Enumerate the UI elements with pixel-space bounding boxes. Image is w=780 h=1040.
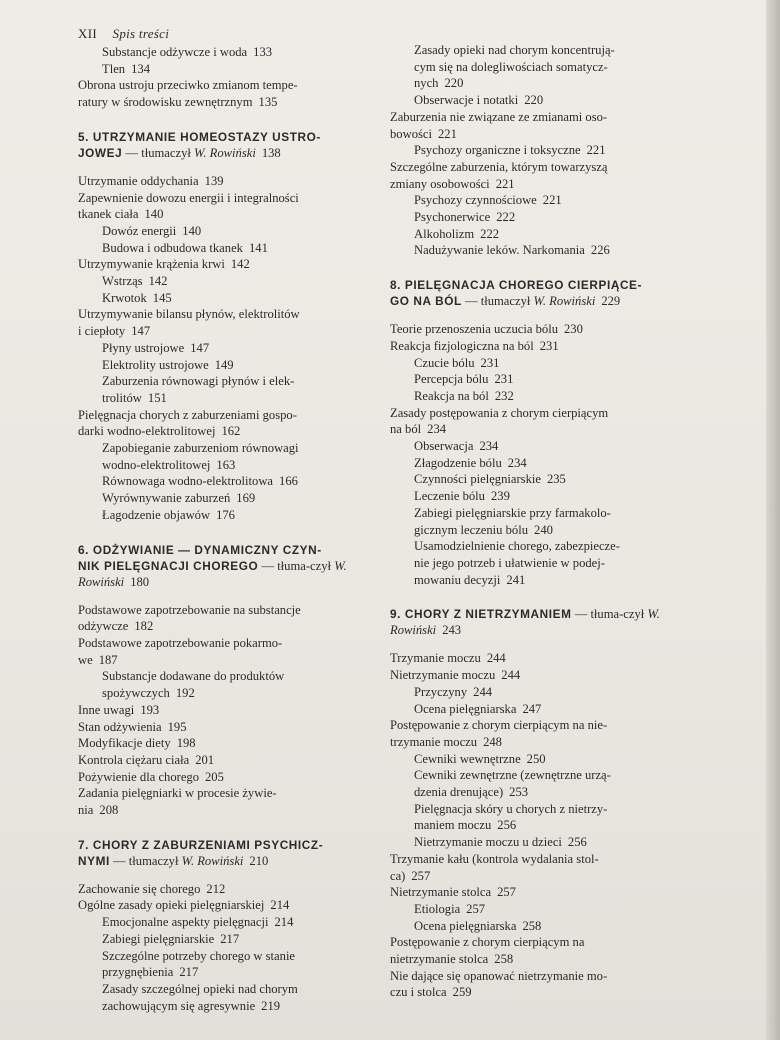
page-ref: 149 [214, 357, 234, 372]
toc-entry [390, 242, 695, 259]
toc-entry-text: Stan odżywienia [78, 719, 162, 734]
toc-entry [390, 42, 695, 92]
toc-entry [390, 767, 695, 800]
toc-entry-text: Substancje dodawane do produktów [102, 669, 285, 684]
toc-entry [390, 321, 695, 338]
chapter-title-line: GO NA BÓL [390, 294, 462, 309]
toc-entry-text: Modyfikacje diety [78, 736, 171, 751]
toc-entry-text: wodno-elektrolitowej [102, 457, 211, 472]
toc-entry [390, 159, 695, 192]
toc-entry-text: Reakcja na ból [414, 388, 489, 403]
toc-entry-text: Postępowanie z chorym cierpiącym na [390, 935, 585, 950]
page-ref: 212 [206, 881, 226, 896]
toc-entry [390, 388, 695, 405]
toc-entry [390, 109, 695, 142]
page-ref: 201 [195, 752, 215, 767]
chapter-title-line: 6. ODŻYWIANIE — DYNAMICZNY CZYN- [78, 542, 322, 557]
page-ref: 221 [437, 126, 457, 141]
toc-entry-text: Emocjonalne aspekty pielęgnacji [102, 915, 269, 930]
page-edge [766, 0, 780, 1040]
toc-entry [390, 934, 695, 967]
page-ref: 195 [167, 719, 187, 734]
toc-entry-text: Alkoholizm [414, 226, 475, 241]
page-ref: 217 [220, 931, 240, 946]
page-ref: 248 [483, 734, 502, 749]
toc-entry [78, 223, 378, 240]
chapter-title-line: 5. UTRZYMANIE HOMEOSTAZY USTRO- [78, 129, 321, 144]
toc-entry-text: Nadużywanie leków. Narkomania [414, 243, 585, 258]
page-ref: 247 [522, 701, 542, 716]
page-ref: 235 [546, 472, 566, 487]
page-ref: 145 [152, 290, 172, 305]
page-ref: 221 [586, 143, 606, 158]
toc-entry [78, 190, 378, 223]
toc-entry-text: Substancje odżywcze i woda [102, 45, 248, 59]
toc-entry [78, 897, 378, 914]
page-ref: 257 [466, 901, 486, 916]
chapter-heading [390, 606, 695, 638]
toc-entry [390, 488, 695, 505]
page-ref: 226 [590, 243, 610, 258]
toc-entry-text: Nietrzymanie moczu u dzieci [414, 835, 562, 850]
page-ref: 142 [230, 257, 250, 272]
toc-entry-text: Wstrząs [102, 274, 143, 289]
toc-entry [390, 884, 695, 901]
page-ref: 176 [216, 507, 235, 522]
toc-entry-text: Zasady opieki nad chorym koncentrują- [414, 43, 615, 57]
toc-entry [78, 668, 378, 701]
toc-entry [78, 44, 378, 61]
running-header [78, 26, 169, 42]
page-ref: 162 [221, 424, 241, 439]
toc-entry-text: zmiany osobowości [390, 176, 490, 191]
chapter-heading [78, 837, 378, 869]
page-ref: 240 [534, 522, 553, 537]
toc-entry-text: Pożywienie dla chorego [78, 769, 199, 784]
toc-entry [78, 440, 378, 473]
toc-entry [390, 834, 695, 851]
toc-entry-text: spożywczych [102, 686, 170, 701]
toc-entry [78, 602, 378, 635]
toc-entry [390, 338, 695, 355]
toc-entry [78, 240, 378, 257]
toc-entry [78, 61, 378, 78]
toc-entry-text: i ciepłoty [78, 324, 126, 339]
toc-entry-text: darki wodno-elektrolitowej [78, 424, 216, 439]
toc-entry-text: trzymanie moczu [390, 734, 478, 749]
toc-entry-text: Łagodzenie objawów [102, 507, 211, 522]
chapter-title-line: JOWEJ [78, 145, 123, 160]
page-ref: 234 [427, 422, 447, 437]
toc-entry-text: Utrzymywanie bilansu płynów, elektrolitów [78, 307, 300, 322]
page-ref: 138 [261, 145, 281, 160]
page-ref: 222 [480, 226, 500, 241]
toc-entry [390, 192, 695, 209]
toc-entry-text: Nietrzymanie moczu [390, 668, 496, 683]
toc-entry-text: Złagodzenie bólu [414, 455, 502, 470]
toc-entry [390, 538, 695, 588]
page-ref: 198 [176, 736, 196, 751]
page-ref: 214 [270, 898, 290, 913]
toc-entry [390, 405, 695, 438]
page-ref: 139 [204, 173, 224, 188]
toc-entry-text: ca) [390, 868, 406, 883]
toc-entry-text: Psychozy czynnościowe [414, 193, 537, 208]
toc-entry-text: nia [78, 803, 94, 818]
toc-entry-text: Szczególne zaburzenia, którym towarzyszą [390, 159, 608, 174]
page-ref: 234 [479, 439, 499, 454]
translator-name: W. Rowiński [78, 558, 347, 589]
page-ref: 217 [179, 965, 199, 980]
page-ref: 222 [496, 210, 516, 225]
page-ref: 244 [486, 651, 506, 666]
page-ref: 208 [99, 803, 119, 818]
toc-entry [390, 918, 695, 935]
toc-entry [390, 717, 695, 750]
chapter-title-line: 8. PIELĘGNACJA CHOREGO CIERPIĄCE- [390, 278, 643, 293]
toc-entry-text: Zasady szczególnej opieki nad chorym [102, 981, 298, 996]
toc-entry-text: Przyczyny [414, 684, 468, 699]
translator-name: W. Rowiński [533, 294, 596, 309]
toc-entry-text: Utrzymanie oddychania [78, 173, 199, 188]
toc-entry-text: zachowującym się agresywnie [102, 998, 256, 1013]
toc-entry-text: Cewniki wewnętrzne [414, 751, 521, 766]
toc-entry-text: Zasady postępowania z chorym cierpiącym [390, 405, 609, 420]
toc-entry-text: nie jego potrzeb i ułatwienie w podej- [414, 555, 605, 570]
page-ref: 221 [495, 176, 515, 191]
toc-entry-text: Podstawowe zapotrzebowanie pokarmo- [78, 635, 283, 650]
page-ref: 166 [279, 474, 298, 489]
page-ref: 232 [494, 388, 514, 403]
page-ref: 234 [507, 455, 527, 470]
toc-entry-text: Obserwacja [414, 439, 474, 454]
toc-entry [390, 438, 695, 455]
toc-entry-text: we [78, 652, 93, 667]
toc-entry [390, 209, 695, 226]
page-ref: 250 [526, 751, 546, 766]
toc-entry-text: Obrona ustroju przeciwko zmianom tempe- [78, 78, 298, 93]
toc-entry-text: Postępowanie z chorym cierpiącym na nie- [390, 718, 608, 733]
toc-entry-text: Elektrolity ustrojowe [102, 357, 209, 372]
toc-entry-text: Ocena pielęgniarska [414, 918, 517, 933]
toc-entry-text: Psychonerwice [414, 210, 491, 225]
toc-entry [78, 769, 378, 786]
toc-entry-text: trolitów [102, 390, 142, 405]
page-ref: 257 [411, 868, 431, 883]
toc-entry [390, 355, 695, 372]
toc-entry [78, 931, 378, 948]
toc-entry-text: Inne uwagi [78, 702, 135, 717]
toc-entry-text: Teorie przenoszenia uczucia bólu [390, 322, 558, 337]
page-ref: 163 [216, 457, 236, 472]
page-ref: 256 [567, 835, 587, 850]
toc-entry-text: maniem moczu [414, 818, 492, 833]
toc-entry [78, 290, 378, 307]
toc-entry [390, 505, 695, 538]
toc-entry-text: Trzymanie kału (kontrola wydalania stol- [390, 851, 599, 866]
toc-entry [78, 490, 378, 507]
toc-entry-text: Zaburzenia równowagi płynów i elek- [102, 374, 295, 389]
page-ref: 239 [490, 489, 510, 504]
toc-entry-text: cym się na dolegliwościach somatycz- [414, 59, 608, 74]
toc-entry [390, 901, 695, 918]
toc-right-column [390, 42, 695, 1001]
toc-entry [390, 968, 695, 1001]
chapter-title-line: 7. CHORY Z ZABURZENIAMI PSYCHICZ- [78, 837, 324, 852]
toc-entry [78, 914, 378, 931]
page-number: XII [78, 26, 97, 41]
toc-entry [78, 273, 378, 290]
toc-entry-text: Ogólne zasady opieki pielęgniarskiej [78, 898, 265, 913]
page-ref: 214 [274, 915, 294, 930]
toc-entry-text: nych [414, 76, 439, 91]
toc-entry [78, 473, 378, 490]
toc-entry [78, 77, 378, 110]
toc-entry [78, 735, 378, 752]
toc-entry-text: mowaniu decyzji [414, 572, 501, 587]
page-ref: 205 [205, 769, 224, 784]
toc-entry [78, 881, 378, 898]
translator-label: — tłumaczył [122, 145, 195, 160]
toc-entry [390, 650, 695, 667]
page-ref: 244 [501, 668, 521, 683]
toc-entry-text: Zaburzenia nie związane ze zmianami oso- [390, 109, 608, 124]
toc-entry [78, 981, 378, 1014]
page-ref: 258 [522, 918, 542, 933]
page-ref: 231 [494, 372, 514, 387]
page-ref: 187 [98, 652, 118, 667]
translator-name: W. Rowiński [194, 145, 256, 160]
page-ref: 141 [248, 240, 268, 255]
toc-entry-text: Dowóz energii [102, 223, 177, 238]
toc-entry-text: Obserwacje i notatki [414, 93, 519, 108]
toc-entry [390, 455, 695, 472]
toc-entry-text: Etiologia [414, 901, 461, 916]
page-ref: 220 [444, 76, 464, 91]
page-ref: 256 [497, 818, 517, 833]
toc-entry [78, 635, 378, 668]
toc-entry [78, 948, 378, 981]
chapter-title-line: 9. CHORY Z NIETRZYMANIEM [390, 607, 572, 622]
toc-entry-text: Zachowanie się chorego [78, 881, 201, 896]
toc-left-column [78, 44, 378, 1014]
toc-entry [390, 701, 695, 718]
toc-entry-text: dzenia drenujące) [414, 785, 504, 800]
toc-entry [78, 256, 378, 273]
toc-entry [78, 702, 378, 719]
page-ref: 182 [134, 619, 154, 634]
page-ref: 230 [564, 322, 583, 337]
toc-entry [390, 801, 695, 834]
page-ref: 221 [542, 193, 562, 208]
page-ref: 192 [175, 686, 195, 701]
toc-entry-text: Równowaga wodno-elektrolitowa [102, 474, 274, 489]
toc-entry-text: Nietrzymanie stolca [390, 885, 492, 900]
toc-entry-text: Płyny ustrojowe [102, 340, 185, 355]
toc-entry-text: Usamodzielnienie chorego, zabezpiecze- [414, 539, 620, 554]
page-ref: 257 [497, 885, 516, 900]
toc-entry-text: Cewniki zewnętrzne (zewnętrzne urzą- [414, 768, 611, 783]
page-ref: 180 [130, 574, 150, 589]
toc-entry [390, 471, 695, 488]
translator-label: — tłuma-czył [258, 558, 335, 573]
toc-entry [78, 173, 378, 190]
page-ref: 231 [480, 355, 500, 370]
toc-entry-text: Tlen [102, 61, 126, 76]
translator-name: W. Rowiński [181, 853, 244, 868]
toc-entry [78, 785, 378, 818]
page-ref: 140 [144, 207, 164, 222]
toc-entry-text: Zabiegi pielęgniarskie [102, 931, 215, 946]
toc-entry [78, 340, 378, 357]
page-ref: 133 [253, 45, 273, 59]
toc-entry-text: Psychozy organiczne i toksyczne [414, 143, 581, 158]
toc-entry [78, 357, 378, 374]
toc-entry [78, 507, 378, 524]
toc-entry-text: gicznym leczeniu bólu [414, 522, 529, 537]
page-ref: 135 [258, 95, 278, 110]
toc-entry-text: Utrzymywanie krążenia krwi [78, 257, 225, 272]
toc-entry-text: Szczególne potrzeby chorego w stanie [102, 948, 296, 963]
header-title: Spis treści [112, 26, 170, 41]
toc-entry [390, 142, 695, 159]
page-ref: 231 [539, 338, 559, 353]
toc-entry-text: Trzymanie moczu [390, 651, 481, 666]
translator-name: W. Rowiński [390, 607, 660, 638]
page-ref: 147 [190, 340, 210, 355]
page-ref: 241 [506, 572, 526, 587]
toc-entry-text: Pielęgnacja chorych z zaburzeniami gospo- [78, 407, 297, 422]
toc-entry [390, 684, 695, 701]
page-ref: 219 [261, 998, 281, 1013]
page-ref: 134 [131, 61, 150, 76]
toc-entry-text: Czynności pielęgniarskie [414, 472, 541, 487]
toc-entry-text: Wyrównywanie zaburzeń [102, 491, 231, 506]
page-ref: 243 [442, 623, 462, 638]
toc-entry-text: Nie dające się opanować nietrzymanie mo- [390, 968, 608, 983]
toc-entry [78, 373, 378, 406]
toc-entry [390, 371, 695, 388]
page-ref: 142 [148, 274, 168, 289]
toc-entry-text: Pielęgnacja skóry u chorych z nietrzy- [414, 801, 608, 816]
toc-entry [78, 752, 378, 769]
toc-entry-text: Ocena pielęgniarska [414, 701, 517, 716]
toc-entry-text: Percepcja bólu [414, 372, 489, 387]
toc-entry-text: czu i stolca [390, 985, 447, 1000]
toc-entry-text: Budowa i odbudowa tkanek [102, 240, 243, 255]
toc-entry [78, 306, 378, 339]
toc-entry-text: Reakcja fizjologiczna na ból [390, 338, 534, 353]
page-ref: 253 [509, 785, 529, 800]
page-ref: 140 [182, 223, 202, 238]
toc-entry-text: przygnębienia [102, 965, 174, 980]
chapter-heading [78, 542, 378, 590]
toc-entry [78, 407, 378, 440]
page-ref: 229 [601, 294, 621, 309]
toc-entry [390, 667, 695, 684]
toc-entry-text: Zapewnienie dowozu energii i integralności [78, 190, 299, 205]
toc-entry-text: tkanek ciała [78, 207, 139, 222]
toc-entry-text: Leczenie bólu [414, 489, 485, 504]
toc-entry-text: Kontrola ciężaru ciała [78, 752, 190, 767]
translator-label: — tłumaczył [461, 294, 534, 309]
toc-entry-text: Podstawowe zapotrzebowanie na substancje [78, 602, 301, 617]
toc-entry-text: Czucie bólu [414, 355, 475, 370]
page-ref: 193 [140, 702, 160, 717]
page-ref: 151 [147, 390, 167, 405]
toc-entry [390, 92, 695, 109]
toc-entry-text: Krwotok [102, 290, 147, 305]
chapter-heading [78, 129, 378, 161]
page-ref: 147 [131, 324, 151, 339]
toc-entry-text: Zapobieganie zaburzeniom równowagi [102, 441, 299, 456]
translator-label: — tłumaczył [109, 853, 182, 868]
toc-entry-text: nietrzymanie stolca [390, 952, 489, 967]
toc-entry-text: na ból [390, 422, 422, 437]
page-ref: 258 [494, 952, 514, 967]
translator-label: — tłuma-czył [571, 607, 648, 622]
page-ref: 210 [249, 853, 269, 868]
chapter-title-line: NYMI [78, 853, 110, 868]
toc-entry [78, 719, 378, 736]
toc-entry-text: Zabiegi pielęgniarskie przy farmakolo- [414, 505, 611, 520]
chapter-heading [390, 277, 695, 309]
page-ref: 259 [452, 985, 472, 1000]
chapter-title-line: NIK PIELĘGNACJI CHOREGO [78, 558, 259, 573]
toc-entry-text: odżywcze [78, 619, 129, 634]
toc-entry-text: bowości [390, 126, 432, 141]
toc-entry [390, 751, 695, 768]
page-ref: 169 [236, 491, 256, 506]
toc-entry [390, 851, 695, 884]
toc-entry [390, 226, 695, 243]
page-ref: 220 [524, 93, 544, 108]
toc-entry-text: Zadania pielęgniarki w procesie żywie- [78, 786, 277, 801]
toc-entry-text: ratury w środowisku zewnętrznym [78, 95, 253, 110]
page-ref: 244 [473, 684, 493, 699]
